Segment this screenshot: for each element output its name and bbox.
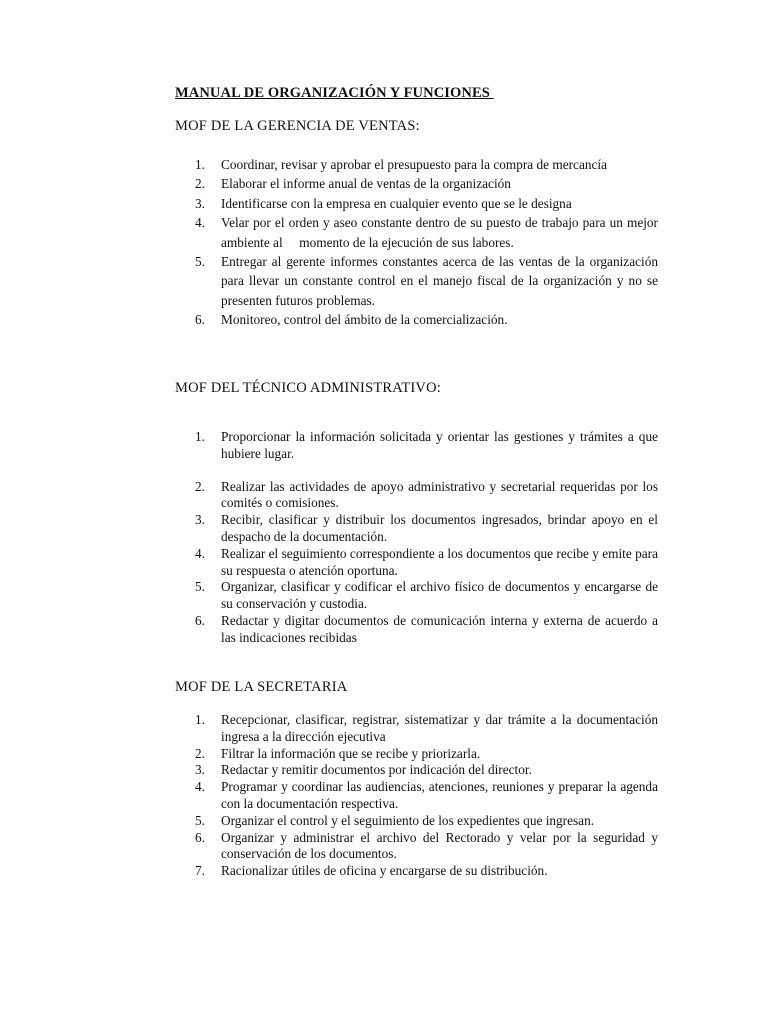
item-number: 4.: [195, 779, 205, 795]
item-text: Proporcionar la información solicitada y orientar las gestiones y trámites a que hubiere lugar.: [221, 429, 662, 461]
list-item: [175, 762, 658, 779]
section-heading-tecnico-administrativo: MOF DEL TÉCNICO ADMINISTRATIVO:: [175, 380, 441, 396]
list-item: [175, 174, 658, 193]
item-number: 7.: [195, 863, 205, 879]
list-secretaria: [175, 712, 662, 880]
item-text: Monitoreo, control del ámbito de la comercialización.: [221, 312, 508, 328]
list-item: [175, 712, 662, 746]
item-number: 2.: [195, 176, 205, 192]
item-text: Organizar, clasificar y codificar el archivo físico de documentos y encargarse de su conservación y custodia.: [221, 579, 662, 612]
item-text: Entregar al gerente informes constantes acerca de las ventas de la organización para llevar un constante control en el manejo fiscal de la organización y no se presenten futuros problemas.: [221, 254, 662, 308]
list-item: [175, 512, 662, 546]
item-text: Realizar las actividades de apoyo administrativo y secretarial requeridas por los comités o comisiones.: [221, 478, 662, 511]
list-item: [175, 213, 662, 252]
item-number: 3.: [195, 762, 205, 778]
item-number: 5.: [195, 812, 205, 828]
item-number: 2.: [195, 745, 205, 761]
item-text: Organizar y administrar el archivo del Rectorado y velar por la seguridad y conservación de los documentos.: [221, 829, 662, 862]
item-text: Identificarse con la empresa en cualquier evento que se le designa: [221, 195, 572, 211]
section-heading-gerencia-ventas: MOF DE LA GERENCIA DE VENTAS:: [175, 118, 420, 134]
list-item: [175, 429, 662, 463]
item-number: 6.: [195, 312, 205, 328]
list-item: [175, 252, 662, 310]
item-text: Elaborar el informe anual de ventas de la organización: [221, 176, 511, 192]
item-number: 4.: [195, 545, 205, 561]
item-text: Programar y coordinar las audiencias, atenciones, reuniones y preparar la agenda con la documentación respectiva.: [221, 779, 662, 811]
item-number: 6.: [195, 829, 205, 845]
item-text: Velar por el orden y aseo constante dentro de su puesto de trabajo para un mejor ambiente al momento de la ejecución de sus labores.: [221, 215, 662, 250]
item-text: Filtrar la información que se recibe y priorizarla.: [221, 745, 481, 761]
list-gerencia-ventas: [175, 155, 662, 330]
list-item: [175, 612, 662, 647]
list-item: [175, 863, 658, 880]
list-item: [175, 579, 662, 613]
item-number: 4.: [195, 215, 205, 231]
list-item: [175, 813, 658, 830]
item-text: Recibir, clasificar y distribuir los documentos ingresados, brindar apoyo en el despacho de la documentación.: [221, 512, 662, 544]
item-text: Redactar y digitar documentos de comunicación interna y externa de acuerdo a las indicaciones recibidas: [221, 612, 662, 645]
item-number: 1.: [195, 712, 205, 727]
list-item: [175, 155, 658, 174]
list-item: [175, 310, 658, 329]
item-text: Realizar el seguimiento correspondiente a los documentos que recibe y emite para su respuesta o atención oportuna.: [221, 545, 662, 578]
item-text: Recepcionar, clasificar, registrar, sistematizar y dar trámite a la documentación ingresa a la dirección ejecutiva: [221, 712, 662, 744]
item-number: 2.: [195, 478, 205, 494]
item-text: Organizar el control y el seguimiento de los expedientes que ingresan.: [221, 812, 595, 828]
list-item: [175, 829, 662, 864]
list-tecnico-administrativo: [175, 429, 662, 647]
item-text: Redactar y remitir documentos por indicación del director.: [221, 762, 532, 778]
item-text: Coordinar, revisar y aprobar el presupuesto para la compra de mercancía: [221, 157, 608, 172]
item-number: 1.: [195, 429, 205, 444]
list-item: [175, 194, 658, 213]
item-number: 1.: [195, 157, 205, 172]
list-item: [175, 779, 662, 813]
document-title: MANUAL DE ORGANIZACIÓN Y FUNCIONES: [175, 85, 494, 101]
list-item: [175, 478, 662, 513]
item-number: 5.: [195, 579, 205, 595]
list-item: [175, 746, 658, 763]
item-number: 6.: [195, 612, 205, 628]
section-heading-secretaria: MOF DE LA SECRETARIA: [175, 679, 348, 695]
item-number: 5.: [195, 254, 205, 270]
list-item: [175, 545, 662, 580]
item-number: 3.: [195, 195, 205, 211]
item-text: Racionalizar útiles de oficina y encargarse de su distribución.: [221, 863, 548, 879]
item-number: 3.: [195, 512, 205, 528]
